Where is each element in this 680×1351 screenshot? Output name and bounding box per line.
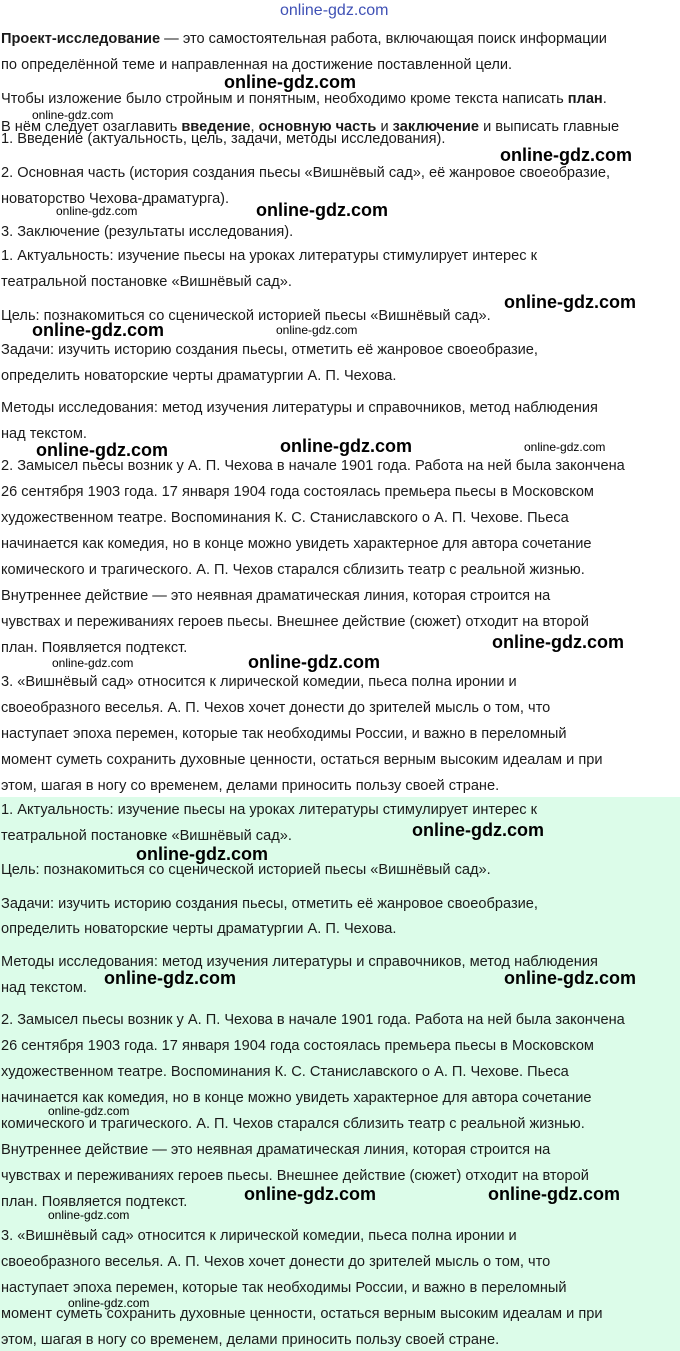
body-line: начинается как комедия, но в конце можно увидеть характерное для автора сочетание: [1, 536, 592, 552]
watermark: online-gdz.com: [68, 1296, 150, 1310]
watermark: online-gdz.com: [244, 1184, 376, 1204]
answer-line: 2. Замысел пьесы возник у А. П. Чехова в начале 1901 года. Работа на ней была закончена: [1, 1012, 625, 1028]
watermark: online-gdz.com: [32, 108, 114, 122]
watermark: online-gdz.com: [500, 145, 632, 165]
answer-line: определить новаторские черты драматургии А. П. Чехова.: [1, 921, 397, 937]
answer-line: 1. Актуальность: изучение пьесы на уроках литературы стимулирует интерес к: [1, 802, 538, 818]
answer-line: Внутреннее действие — это неявная драматическая линия, которая строится на: [1, 1142, 551, 1158]
answer-line: чувствах и переживаниях героев пьесы. Внешнее действие (сюжет) отходит на второй: [1, 1168, 589, 1184]
answer-line: этом, шагая в ногу со временем, делами приносить пользу своей стране.: [1, 1332, 500, 1348]
answer-line: художественном театре. Воспоминания К. С. Станиславского о А. П. Чехове. Пьеса: [1, 1064, 569, 1080]
plan-item: 1. Введение (актуальность, цель, задачи, методы исследования).: [1, 131, 446, 147]
intro-line-4-b: введение: [181, 119, 251, 135]
body-line: Внутреннее действие — это неявная драматическая линия, которая строится на: [1, 588, 551, 604]
intro-definition: — это самостоятельная работа, включающая поиск информации: [160, 31, 607, 47]
answer-line: над текстом.: [1, 980, 87, 996]
watermark: online-gdz.com: [56, 204, 138, 218]
body-line: момент суметь сохранить духовные ценности, остаться верным высоким идеалам и при: [1, 752, 603, 768]
watermark: online-gdz.com: [52, 656, 134, 670]
watermark: online-gdz.com: [48, 1104, 130, 1118]
body-line: комического и трагического. А. П. Чехов старался сблизить театр с реальной жизнью.: [1, 562, 585, 578]
body-line: театральной постановке «Вишнёвый сад».: [1, 274, 292, 290]
watermark: online-gdz.com: [412, 820, 544, 840]
body-line: над текстом.: [1, 426, 87, 442]
intro-line-3-end: .: [602, 91, 607, 107]
watermark: online-gdz.com: [280, 436, 412, 456]
answer-line: Задачи: изучить историю создания пьесы, отметить её жанровое своеобразие,: [1, 896, 538, 912]
answer-line: план. Появляется подтекст.: [1, 1194, 188, 1210]
watermark: online-gdz.com: [48, 1208, 130, 1222]
body-line: художественном театре. Воспоминания К. С. Станиславского о А. П. Чехове. Пьеса: [1, 510, 569, 526]
body-line: этом, шагая в ногу со временем, делами приносить пользу своей стране.: [1, 778, 500, 794]
answer-line: момент суметь сохранить духовные ценности, остаться верным высоким идеалам и при: [1, 1306, 603, 1322]
body-line: 26 сентября 1903 года. 17 января 1904 года состоялась премьера пьесы в Московском: [1, 484, 594, 500]
intro-line-4-a: В нём следует озаглавить: [1, 119, 182, 135]
watermark: online-gdz.com: [276, 323, 358, 337]
body-line: своеобразного веселья. А. П. Чехов хочет донести до зрителей мысль о том, что: [1, 700, 551, 716]
plan-item: 2. Основная часть (история создания пьесы «Вишнёвый сад», её жанровое своеобразие,: [1, 165, 611, 181]
intro-line-4-d: основную часть: [258, 119, 377, 135]
watermark: online-gdz.com: [32, 320, 164, 340]
watermark: online-gdz.com: [504, 968, 636, 988]
answer-line: театральной постановке «Вишнёвый сад».: [1, 828, 292, 844]
intro-line-4-g: и выписать главные: [479, 119, 620, 135]
answer-line: своеобразного веселья. А. П. Чехов хочет донести до зрителей мысль о том, что: [1, 1254, 551, 1270]
body-line: чувствах и переживаниях героев пьесы. Внешнее действие (сюжет) отходит на второй: [1, 614, 589, 630]
body-line: Цель: познакомиться со сценической историей пьесы «Вишнёвый сад».: [1, 308, 491, 324]
body-line: план. Появляется подтекст.: [1, 640, 188, 656]
intro-line-3-text: Чтобы изложение было стройным и понятным, необходимо кроме текста написать: [1, 91, 568, 107]
watermark: online-gdz.com: [104, 968, 236, 988]
body-line: определить новаторские черты драматургии А. П. Чехова.: [1, 368, 397, 384]
intro-line-1: [1, 30, 680, 48]
watermark: online-gdz.com: [488, 1184, 620, 1204]
watermark: online-gdz.com: [524, 440, 606, 454]
watermark: online-gdz.com: [224, 72, 356, 92]
intro-line-2: по определённой теме и направленная на достижение поставленной цели.: [1, 57, 513, 73]
answer-line: 3. «Вишнёвый сад» относится к лирической комедии, пьеса полна иронии и: [1, 1228, 517, 1244]
intro-line-4-e: и: [376, 119, 393, 135]
answer-line: Цель: познакомиться со сценической историей пьесы «Вишнёвый сад».: [1, 862, 491, 878]
body-line: Задачи: изучить историю создания пьесы, отметить её жанровое своеобразие,: [1, 342, 538, 358]
intro-line-4-f: заключение: [392, 119, 480, 135]
body-line: наступает эпоха перемен, которые так необходимы России, и важно в переломный: [1, 726, 567, 742]
body-line: Методы исследования: метод изучения литературы и справочников, метод наблюдения: [1, 400, 598, 416]
plan-item: новаторство Чехова-драматурга).: [1, 191, 230, 207]
watermark: online-gdz.com: [36, 440, 168, 460]
intro-plan-word: план: [567, 91, 603, 107]
answer-line: наступает эпоха перемен, которые так необходимы России, и важно в переломный: [1, 1280, 567, 1296]
answer-line: комического и трагического. А. П. Чехов старался сблизить театр с реальной жизнью.: [1, 1116, 585, 1132]
answer-line: 26 сентября 1903 года. 17 января 1904 года состоялась премьера пьесы в Московском: [1, 1038, 594, 1054]
watermark: online-gdz.com: [248, 652, 380, 672]
header-watermark: online-gdz.com: [280, 2, 389, 19]
watermark: online-gdz.com: [256, 200, 388, 220]
watermark: online-gdz.com: [492, 632, 624, 652]
watermark: online-gdz.com: [504, 292, 636, 312]
intro-line-4-c: ,: [250, 119, 259, 135]
body-line: 1. Актуальность: изучение пьесы на уроках литературы стимулирует интерес к: [1, 248, 538, 264]
answer-line: начинается как комедия, но в конце можно увидеть характерное для автора сочетание: [1, 1090, 592, 1106]
answer-line: Методы исследования: метод изучения литературы и справочников, метод наблюдения: [1, 954, 598, 970]
watermark: online-gdz.com: [136, 844, 268, 864]
intro-term: Проект-исследование: [1, 31, 161, 47]
body-line: 3. «Вишнёвый сад» относится к лирической комедии, пьеса полна иронии и: [1, 674, 517, 690]
plan-item: 3. Заключение (результаты исследования).: [1, 224, 294, 240]
body-line: 2. Замысел пьесы возник у А. П. Чехова в начале 1901 года. Работа на ней была закончена: [1, 458, 625, 474]
